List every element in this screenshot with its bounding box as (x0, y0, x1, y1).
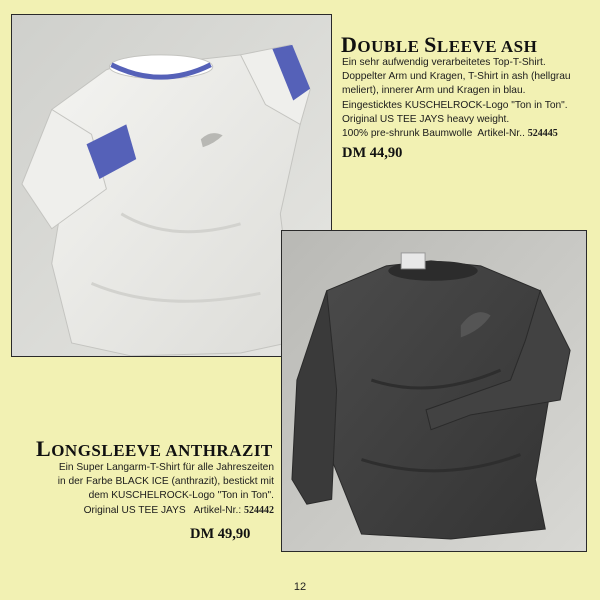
product-description-longsleeve-anthrazit (24, 461, 274, 518)
description-line-article: 100% pre-shrunk Baumwolle Artikel-Nr.. 524445 (342, 128, 558, 140)
description-line: Original US TEE JAYS heavy weight. (342, 113, 510, 125)
description-line: Doppelter Arm und Kragen, T-Shirt in ash (hellgrau (342, 71, 571, 83)
product-title-longsleeve-anthrazit: LONGSLEEVE ANTHRAZIT (36, 436, 273, 461)
product-price-longsleeve-anthrazit: DM 49,90 (190, 526, 251, 542)
description-line: dem KUSCHELROCK-Logo "Ton in Ton". (88, 490, 274, 502)
product-price-double-sleeve-ash: DM 44,90 (342, 145, 403, 161)
description-line: Ein sehr aufwendig verarbeitetes Top-T-Shirt. (342, 57, 546, 68)
article-label: Artikel-Nr.. (477, 128, 525, 140)
photo-longsleeve-anthrazit (281, 230, 587, 552)
description-line: meliert), innerer Arm und Kragen in blau. (342, 85, 526, 97)
longsleeve-shirt-image (282, 231, 586, 551)
article-number: 524442 (244, 504, 274, 516)
description-line-article: Original US TEE JAYS Artikel-Nr.: 524442 (83, 504, 274, 516)
description-line: Ein Super Langarm-T-Shirt für alle Jahreszeiten (58, 462, 274, 473)
article-number: 524445 (527, 128, 558, 140)
product-title-double-sleeve-ash: DOUBLE SLEEVE ASH (341, 32, 538, 57)
product-description-double-sleeve-ash (342, 56, 592, 141)
description-line: in der Farbe BLACK ICE (anthrazit), bestickt mit (57, 476, 274, 488)
description-line: Eingesticktes KUSCHELROCK-Logo "Ton in Ton". (342, 99, 568, 111)
page-number: 12 (293, 581, 307, 593)
article-label: Artikel-Nr.: (193, 504, 242, 516)
